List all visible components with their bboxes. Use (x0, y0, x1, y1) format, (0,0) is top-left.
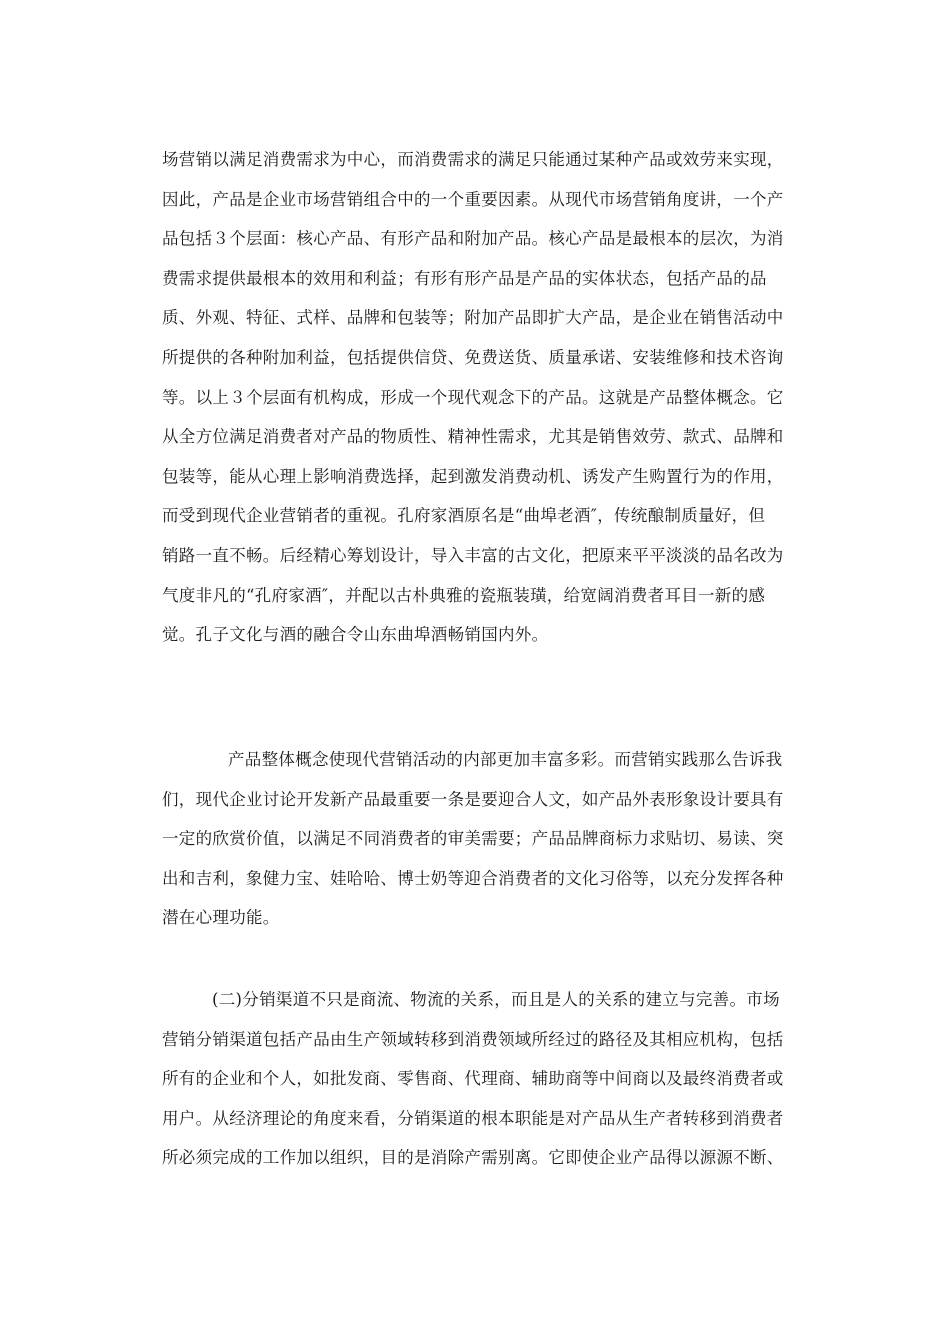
text-line: 气度非凡的“孔府家酒″，并配以古朴典雅的瓷瓶装璜，给宽阔消费者耳目一新的感 (162, 585, 766, 605)
text-line: 品包括３个层面：核心产品、有形产品和附加产品。核心产品是最根本的层次，为消 (162, 229, 784, 249)
text-line: 所必须完成的工作加以组织，目的是消除产需别离。它即使企业产品得以源源不断、 (162, 1148, 784, 1168)
text-line: 场营销以满足消费需求为中心，而消费需求的满足只能通过某种产品或效劳来实现， (162, 150, 784, 169)
text-line: 费需求提供最根本的效用和利益；有形有形产品是产品的实体状态，包括产品的品 (162, 268, 767, 288)
text-line: 出和吉利，象健力宝、娃哈哈、博士奶等迎合消费者的文化习俗等，以充分发挥各种 (162, 868, 784, 888)
text-line: 用户。从经济理论的角度来看，分销渠道的根本职能是对产品从生产者转移到消费者 (162, 1108, 784, 1128)
text-line: 觉。孔子文化与酒的融合令山东曲埠酒畅销国内外。 (162, 625, 549, 645)
text-line: 们，现代企业讨论开发新产品最重要一条是要迎合人文，如产品外表形象设计要具有 (162, 789, 784, 809)
text-line: 质、外观、特征、式样、品牌和包装等；附加产品即扩大产品，是企业在销售活动中 (162, 308, 784, 328)
text-line: 而受到现代企业营销者的重视。孔府家酒原名是“曲埠老酒″，传统酿制质量好，但 (162, 506, 766, 526)
text-line: 从全方位满足消费者对产品的物质性、精神性需求，尤其是销售效劳、款式、品牌和 (162, 427, 784, 447)
text-line: 一定的欣赏价值，以满足不同消费者的审美需要；产品品牌商标力求贴切、易读、突 (162, 829, 784, 849)
text-line: 潜在心理功能。 (162, 908, 280, 928)
text-line: 所有的企业和个人，如批发商、零售商、代理商、辅助商等中间商以及最终消费者或 (162, 1069, 784, 1089)
text-line: 因此，产品是企业市场营销组合中的一个重要因素。从现代市场营销角度讲，一个产 (162, 189, 784, 209)
text-line: 销路一直不畅。后经精心筹划设计，导入丰富的古文化，把原来平平淡淡的品名改为 (162, 545, 784, 565)
paragraph-product-culture (162, 740, 784, 938)
paragraph-distribution-channels (162, 980, 784, 1178)
text-line: (二)分销渠道不只是商流、物流的关系，而且是人的关系的建立与完善。市场 (212, 990, 780, 1009)
text-line: 等。以上３个层面有机构成，形成一个现代观念下的产品。这就是产品整体概念。它 (162, 387, 784, 407)
text-line: 产品整体概念使现代营销活动的内部更加丰富多彩。而营销实践那么告诉我 (228, 750, 783, 769)
text-line: 所提供的各种附加利益，包括提供信贷、免费送货、质量承诺、安装维修和技术咨询 (162, 347, 784, 367)
paragraph-product-concept (162, 140, 784, 655)
text-line: 包装等，能从心理上影响消费选择，起到激发消费动机、诱发产生购置行为的作用， (162, 466, 784, 486)
text-line: 营销分销渠道包括产品由生产领域转移到消费领域所经过的路径及其相应机构，包括 (162, 1029, 784, 1049)
